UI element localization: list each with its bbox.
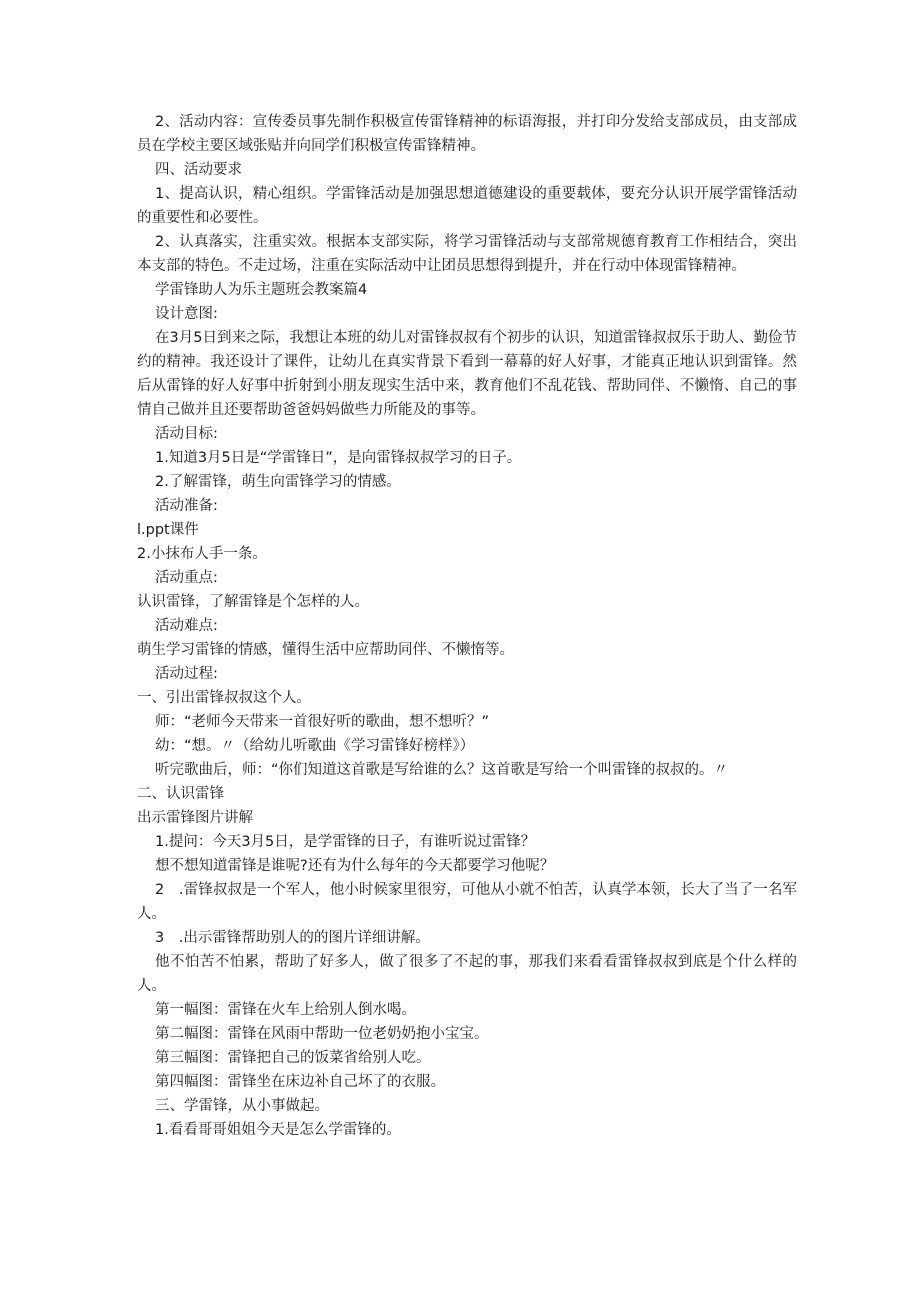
picture-caption-4: 第四幅图：雷锋坐在床边补自己坏了的衣服。	[155, 1074, 445, 1090]
paragraph-question-followup: 想不想知道雷锋是谁呢?还有为什么每年的今天都要学习他呢？	[155, 858, 555, 874]
list-item-prep-1: l.ppt课件	[137, 522, 199, 538]
list-item-soldier: 2 .雷锋叔叔是一个军人，他小时候家里很穷，可他从小就不怕苦，认真学本领，长大了当了一名军人。	[137, 882, 797, 922]
dialogue-teacher-1: 师：“老师今天带来一首很好听的歌曲，想不想听？”	[155, 714, 490, 730]
paragraph-design-intent: 在3月5日到来之际，我想让本班的幼儿对雷锋叔叔有个初步的认识，知道雷锋叔叔乐于助人、勤俭节约的精神。我还设计了课件，让幼儿在真实背景下看到一幕幕的好人好事，才能真正地认识到雷锋。然后从雷锋的好人好事中折射到小朋友现实生活中来，教育他们不乱花钱、帮助同伴、不懒惰、自己的事情自己做并且还要帮助爸爸妈妈做些力所能及的事等。	[137, 330, 797, 418]
picture-caption-2: 第二幅图：雷锋在风雨中帮助一位老奶奶抱小宝宝。	[155, 1026, 489, 1042]
step-heading-2: 二、认识雷锋	[137, 786, 224, 802]
label-activity-preparation: 活动准备:	[155, 498, 218, 514]
list-item-goal-2: 2.了解雷锋，萌生向雷锋学习的情感。	[155, 474, 401, 490]
label-activity-process: 活动过程:	[155, 666, 218, 682]
dialogue-teacher-2: 听完歌曲后，师：“你们知道这首歌是写给谁的么？这首歌是写给一个叫雷锋的叔叔的。〃	[155, 762, 729, 778]
dialogue-child-1: 幼：“想。〃（给幼儿听歌曲《学习雷锋好榜样》）	[155, 738, 475, 754]
list-item-prep-2: 2.小抹布人手一条。	[137, 546, 267, 562]
list-item-question-1: 1.提问：今天3月5日，是学雷锋的日子，有谁听说过雷锋？	[155, 834, 536, 850]
paragraph-helped-many: 他不怕苦不怕累，帮助了好多人，做了很多了不起的事，那我们来看看雷锋叔叔到底是个什么样的人。	[137, 954, 797, 994]
section-title-lesson-4: 学雷锋助人为乐主题班会教案篇4	[155, 282, 368, 298]
label-activity-goals: 活动目标:	[155, 426, 218, 442]
paragraph-requirement-2: 2、认真落实，注重实效。根据本支部实际，将学习雷锋活动与支部常规德育教育工作相结合，突出本支部的特色。不走过场，注重在实际活动中让团员思想得到提升，并在行动中体现雷锋精神。	[137, 234, 797, 274]
paragraph-requirement-1: 1、提高认识，精心组织。学雷锋活动是加强思想道德建设的重要载体，要充分认识开展学雷锋活动的重要性和必要性。	[137, 186, 797, 226]
document-body	[137, 110, 797, 1142]
label-activity-difficulty: 活动难点:	[155, 618, 218, 634]
label-activity-focus: 活动重点:	[155, 570, 218, 586]
label-design-intent: 设计意图:	[155, 306, 218, 322]
paragraph-activity-difficulty: 萌生学习雷锋的情感，懂得生活中应帮助同伴、不懒惰等。	[137, 642, 514, 658]
paragraph-show-pictures: 出示雷锋图片讲解	[137, 810, 253, 826]
heading-activity-requirements: 四、活动要求	[155, 162, 242, 178]
step-heading-3: 三、学雷锋，从小事做起。	[155, 1098, 329, 1114]
paragraph-activity-focus: 认识雷锋，了解雷锋是个怎样的人。	[137, 594, 369, 610]
list-item-show-pictures: 3 .出示雷锋帮助别人的的图片详细讲解。	[155, 930, 430, 946]
list-item-watch: 1.看看哥哥姐姐今天是怎么学雷锋的。	[155, 1122, 401, 1138]
step-heading-1: 一、引出雷锋叔叔这个人。	[137, 690, 311, 706]
list-item-goal-1: 1.知道3月5日是“学雷锋日”，是向雷锋叔叔学习的日子。	[155, 450, 522, 466]
picture-caption-1: 第一幅图：雷锋在火车上给别人倒水喝。	[155, 1002, 416, 1018]
picture-caption-3: 第三幅图：雷锋把自己的饭菜省给别人吃。	[155, 1050, 431, 1066]
paragraph-activity-content: 2、活动内容：宣传委员事先制作积极宣传雷锋精神的标语海报，并打印分发给支部成员，由支部成员在学校主要区域张贴并向同学们积极宣传雷锋精神。	[137, 114, 797, 154]
